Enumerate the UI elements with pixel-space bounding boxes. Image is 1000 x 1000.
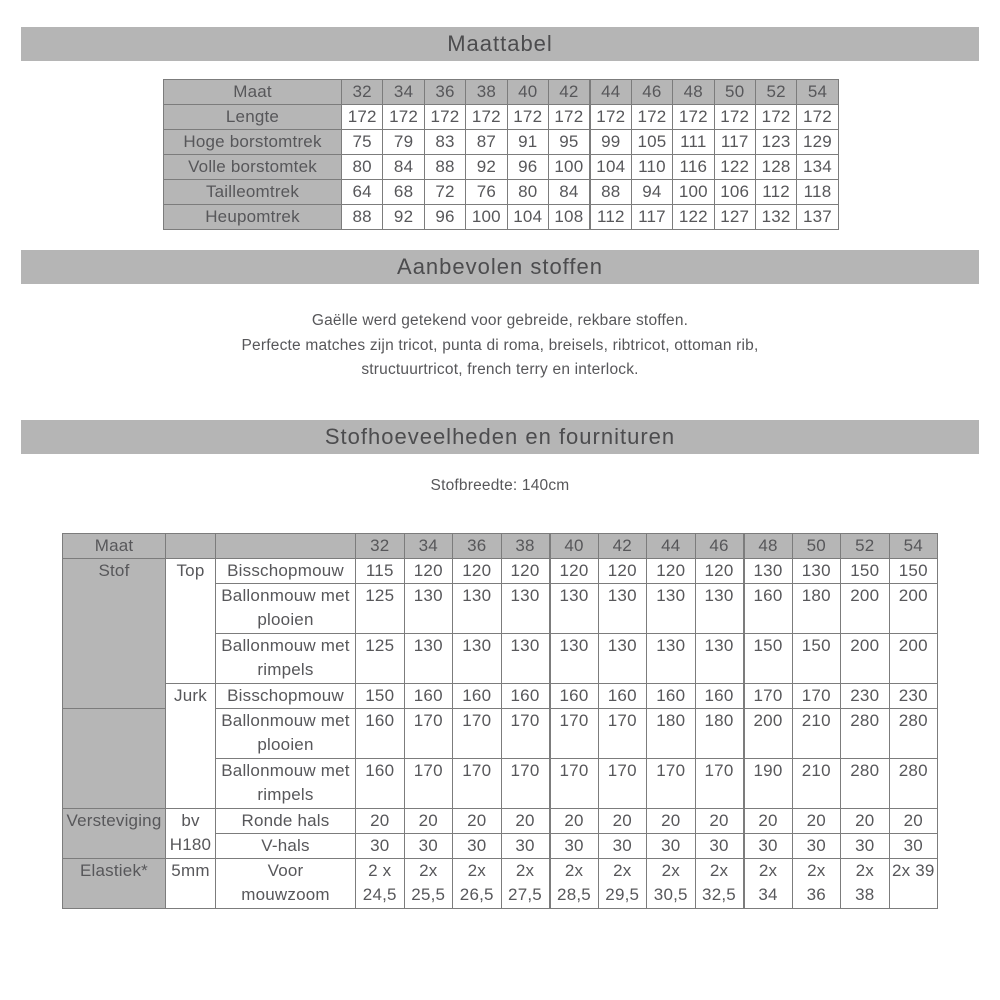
value-cell: 84 <box>383 155 424 180</box>
value-cell: 210 <box>792 709 841 759</box>
value-cell: 88 <box>424 155 465 180</box>
value-cell: 130 <box>647 584 696 634</box>
value-cell: 130 <box>453 634 502 684</box>
value-cell: 130 <box>404 634 453 684</box>
value-cell: 20 <box>501 809 550 834</box>
size-header-cell: 42 <box>598 534 647 559</box>
value-cell: 68 <box>383 180 424 205</box>
size-header-cell: 54 <box>889 534 938 559</box>
row-label-cell <box>63 709 166 809</box>
value-cell: 2x 27,5 <box>501 859 550 909</box>
value-cell: 20 <box>889 809 938 834</box>
row-label-cell: Voor mouwzoom <box>216 859 356 909</box>
value-cell: 200 <box>744 709 793 759</box>
value-cell: 230 <box>889 684 938 709</box>
value-cell: 108 <box>548 205 589 230</box>
section-header-aanbevolen-stoffen <box>21 250 979 284</box>
value-cell: 20 <box>404 809 453 834</box>
value-cell: 170 <box>501 709 550 759</box>
value-cell: 200 <box>889 634 938 684</box>
value-cell: 170 <box>501 759 550 809</box>
fabric-recommendation-text <box>0 309 1000 383</box>
size-header-cell: 50 <box>792 534 841 559</box>
row-label-cell: Ballonmouw met rimpels <box>216 634 356 684</box>
value-cell: 120 <box>501 559 550 584</box>
data-table <box>62 533 938 909</box>
size-header-cell: 34 <box>383 80 424 105</box>
value-cell: 150 <box>744 634 793 684</box>
value-cell: 30 <box>356 834 405 859</box>
value-cell: 88 <box>590 180 631 205</box>
row-label-cell: Maat <box>63 534 166 559</box>
table-row <box>164 80 839 105</box>
value-cell: 280 <box>841 759 890 809</box>
value-cell: 280 <box>889 759 938 809</box>
value-cell: 2x 30,5 <box>647 859 696 909</box>
value-cell: 280 <box>841 709 890 759</box>
size-header-cell: 50 <box>714 80 755 105</box>
size-measurement-table <box>163 79 839 230</box>
value-cell: 2x 36 <box>792 859 841 909</box>
value-cell: 100 <box>673 180 714 205</box>
size-header-cell: 36 <box>424 80 465 105</box>
value-cell: 130 <box>404 584 453 634</box>
value-cell: 160 <box>501 684 550 709</box>
value-cell: 120 <box>647 559 696 584</box>
value-cell: 125 <box>356 584 405 634</box>
value-cell: 130 <box>598 634 647 684</box>
row-label-cell: Ballonmouw met rimpels <box>216 759 356 809</box>
value-cell: 170 <box>453 759 502 809</box>
value-cell: 120 <box>404 559 453 584</box>
fabric-text-line: Gaëlle werd getekend voor gebreide, rekbare stoffen. <box>311 312 689 329</box>
value-cell: 20 <box>647 809 696 834</box>
table-row <box>63 534 938 559</box>
value-cell: 20 <box>598 809 647 834</box>
value-cell: 94 <box>631 180 672 205</box>
value-cell: 30 <box>792 834 841 859</box>
value-cell: 95 <box>548 130 589 155</box>
value-cell: 137 <box>797 205 838 230</box>
value-cell: 92 <box>383 205 424 230</box>
value-cell: 160 <box>356 709 405 759</box>
row-label-cell: Ballonmouw met plooien <box>216 709 356 759</box>
value-cell: 116 <box>673 155 714 180</box>
value-cell: 150 <box>356 684 405 709</box>
value-cell: 170 <box>647 759 696 809</box>
value-cell: 96 <box>507 155 548 180</box>
value-cell: 172 <box>342 105 383 130</box>
value-cell: 160 <box>550 684 599 709</box>
value-cell: 84 <box>548 180 589 205</box>
size-header-cell: 44 <box>647 534 696 559</box>
value-cell: 200 <box>841 584 890 634</box>
size-header-cell: 32 <box>356 534 405 559</box>
value-cell: 172 <box>714 105 755 130</box>
value-cell: 87 <box>466 130 507 155</box>
value-cell: 180 <box>647 709 696 759</box>
section-header-stofhoeveelheden <box>21 420 979 454</box>
value-cell: 120 <box>695 559 744 584</box>
value-cell: 160 <box>404 684 453 709</box>
value-cell: 30 <box>453 834 502 859</box>
size-header-cell: 34 <box>404 534 453 559</box>
value-cell: 104 <box>590 155 631 180</box>
row-label-cell: V-hals <box>216 834 356 859</box>
row-label-cell: Maat <box>164 80 342 105</box>
value-cell: 130 <box>550 634 599 684</box>
value-cell: 118 <box>797 180 838 205</box>
row-label-cell: Tailleomtrek <box>164 180 342 205</box>
fabric-quantities-table <box>62 533 938 909</box>
row-label-cell: bv H180 <box>166 809 216 859</box>
value-cell: 120 <box>453 559 502 584</box>
value-cell: 170 <box>792 684 841 709</box>
value-cell: 92 <box>466 155 507 180</box>
value-cell: 80 <box>342 155 383 180</box>
value-cell: 150 <box>792 634 841 684</box>
row-label-cell: Ballonmouw met plooien <box>216 584 356 634</box>
value-cell: 130 <box>744 559 793 584</box>
value-cell: 172 <box>755 105 796 130</box>
value-cell: 96 <box>424 205 465 230</box>
row-label-cell: Bisschopmouw <box>216 684 356 709</box>
value-cell: 134 <box>797 155 838 180</box>
value-cell: 170 <box>744 684 793 709</box>
value-cell: 2x 34 <box>744 859 793 909</box>
section-title: Stofhoeveelheden en fournituren <box>324 424 676 449</box>
value-cell: 170 <box>550 709 599 759</box>
value-cell: 100 <box>548 155 589 180</box>
value-cell: 83 <box>424 130 465 155</box>
fabric-width-note: Stofbreedte: 140cm <box>430 477 570 494</box>
data-table <box>163 79 839 230</box>
value-cell: 72 <box>424 180 465 205</box>
value-cell: 210 <box>792 759 841 809</box>
value-cell: 117 <box>714 130 755 155</box>
size-header-cell: 48 <box>744 534 793 559</box>
fabric-text-line: structuurtricot, french terry en interlock. <box>361 361 639 378</box>
fabric-text-line: Perfecte matches zijn tricot, punta di roma, breisels, ribtricot, ottoman rib, <box>241 336 759 354</box>
value-cell: 170 <box>695 759 744 809</box>
value-cell: 99 <box>590 130 631 155</box>
value-cell: 130 <box>501 634 550 684</box>
value-cell: 106 <box>714 180 755 205</box>
value-cell: 79 <box>383 130 424 155</box>
value-cell: 30 <box>501 834 550 859</box>
value-cell: 2x 26,5 <box>453 859 502 909</box>
row-label-cell: 5mm <box>166 859 216 909</box>
value-cell: 172 <box>673 105 714 130</box>
value-cell: 170 <box>404 759 453 809</box>
value-cell: 130 <box>598 584 647 634</box>
table-row <box>164 180 839 205</box>
value-cell: 172 <box>548 105 589 130</box>
value-cell: 80 <box>507 180 548 205</box>
value-cell: 160 <box>598 684 647 709</box>
value-cell: 172 <box>424 105 465 130</box>
value-cell: 110 <box>631 155 672 180</box>
row-label-cell: Lengte <box>164 105 342 130</box>
row-label-cell: Volle borstomtek <box>164 155 342 180</box>
value-cell: 130 <box>501 584 550 634</box>
value-cell: 172 <box>590 105 631 130</box>
value-cell: 130 <box>792 559 841 584</box>
row-label-cell: Top <box>166 559 216 684</box>
value-cell: 112 <box>755 180 796 205</box>
value-cell: 2 x 24,5 <box>356 859 405 909</box>
value-cell: 76 <box>466 180 507 205</box>
value-cell: 200 <box>841 634 890 684</box>
size-header-cell: 38 <box>466 80 507 105</box>
size-header-cell: 40 <box>550 534 599 559</box>
value-cell: 128 <box>755 155 796 180</box>
value-cell: 160 <box>453 684 502 709</box>
section-title: Aanbevolen stoffen <box>397 254 603 279</box>
size-header-cell: 32 <box>342 80 383 105</box>
value-cell: 30 <box>647 834 696 859</box>
value-cell: 105 <box>631 130 672 155</box>
size-header-cell: 46 <box>695 534 744 559</box>
value-cell: 64 <box>342 180 383 205</box>
row-label-cell: Heupomtrek <box>164 205 342 230</box>
value-cell: 111 <box>673 130 714 155</box>
table-row <box>164 130 839 155</box>
value-cell: 104 <box>507 205 548 230</box>
value-cell: 172 <box>507 105 548 130</box>
value-cell: 20 <box>841 809 890 834</box>
value-cell: 30 <box>550 834 599 859</box>
value-cell: 2x 25,5 <box>404 859 453 909</box>
row-label-cell: Elastiek* <box>63 859 166 909</box>
section-header-maattabel <box>21 27 979 61</box>
value-cell: 150 <box>889 559 938 584</box>
value-cell: 180 <box>792 584 841 634</box>
value-cell: 170 <box>598 709 647 759</box>
value-cell: 127 <box>714 205 755 230</box>
value-cell: 20 <box>356 809 405 834</box>
value-cell: 115 <box>356 559 405 584</box>
value-cell: 180 <box>695 709 744 759</box>
value-cell: 160 <box>744 584 793 634</box>
value-cell: 75 <box>342 130 383 155</box>
value-cell: 2x 38 <box>841 859 890 909</box>
value-cell: 2x 39 <box>889 859 938 909</box>
row-label-cell: Ronde hals <box>216 809 356 834</box>
value-cell: 20 <box>550 809 599 834</box>
value-cell: 88 <box>342 205 383 230</box>
value-cell: 91 <box>507 130 548 155</box>
size-header-cell: 48 <box>673 80 714 105</box>
value-cell: 170 <box>598 759 647 809</box>
value-cell: 160 <box>647 684 696 709</box>
value-cell: 100 <box>466 205 507 230</box>
value-cell: 30 <box>695 834 744 859</box>
value-cell: 130 <box>695 584 744 634</box>
size-header-cell: 42 <box>548 80 589 105</box>
value-cell: 30 <box>598 834 647 859</box>
value-cell: 20 <box>744 809 793 834</box>
value-cell: 230 <box>841 684 890 709</box>
value-cell: 172 <box>797 105 838 130</box>
value-cell: 160 <box>356 759 405 809</box>
value-cell: 170 <box>453 709 502 759</box>
value-cell: 130 <box>647 634 696 684</box>
row-label-cell: Stof <box>63 559 166 709</box>
size-header-cell: 36 <box>453 534 502 559</box>
row-label-cell: Hoge borstomtrek <box>164 130 342 155</box>
value-cell: 30 <box>404 834 453 859</box>
size-header-cell: 46 <box>631 80 672 105</box>
size-header-cell: 52 <box>755 80 796 105</box>
value-cell: 132 <box>755 205 796 230</box>
value-cell: 200 <box>889 584 938 634</box>
row-label-cell <box>166 534 216 559</box>
value-cell: 117 <box>631 205 672 230</box>
value-cell: 20 <box>453 809 502 834</box>
row-label-cell: Versteviging <box>63 809 166 859</box>
value-cell: 130 <box>453 584 502 634</box>
table-row <box>164 155 839 180</box>
table-row <box>63 559 938 584</box>
value-cell: 170 <box>550 759 599 809</box>
value-cell: 125 <box>356 634 405 684</box>
value-cell: 172 <box>631 105 672 130</box>
size-header-cell: 54 <box>797 80 838 105</box>
section-title: Maattabel <box>447 31 553 56</box>
value-cell: 129 <box>797 130 838 155</box>
size-header-cell: 40 <box>507 80 548 105</box>
value-cell: 112 <box>590 205 631 230</box>
row-label-cell: Bisschopmouw <box>216 559 356 584</box>
value-cell: 122 <box>714 155 755 180</box>
value-cell: 123 <box>755 130 796 155</box>
value-cell: 150 <box>841 559 890 584</box>
table-row <box>164 205 839 230</box>
value-cell: 130 <box>550 584 599 634</box>
value-cell: 280 <box>889 709 938 759</box>
value-cell: 30 <box>841 834 890 859</box>
size-header-cell: 38 <box>501 534 550 559</box>
size-header-cell: 52 <box>841 534 890 559</box>
table-row <box>164 105 839 130</box>
value-cell: 130 <box>695 634 744 684</box>
value-cell: 30 <box>889 834 938 859</box>
value-cell: 120 <box>598 559 647 584</box>
value-cell: 160 <box>695 684 744 709</box>
table-row <box>63 809 938 834</box>
value-cell: 2x 29,5 <box>598 859 647 909</box>
row-label-cell: Jurk <box>166 684 216 809</box>
value-cell: 190 <box>744 759 793 809</box>
value-cell: 120 <box>550 559 599 584</box>
table-row <box>63 684 938 709</box>
value-cell: 122 <box>673 205 714 230</box>
value-cell: 172 <box>466 105 507 130</box>
value-cell: 172 <box>383 105 424 130</box>
table-row <box>63 859 938 909</box>
value-cell: 170 <box>404 709 453 759</box>
value-cell: 20 <box>695 809 744 834</box>
value-cell: 2x 32,5 <box>695 859 744 909</box>
row-label-cell <box>216 534 356 559</box>
value-cell: 20 <box>792 809 841 834</box>
size-header-cell: 44 <box>590 80 631 105</box>
value-cell: 2x 28,5 <box>550 859 599 909</box>
value-cell: 30 <box>744 834 793 859</box>
